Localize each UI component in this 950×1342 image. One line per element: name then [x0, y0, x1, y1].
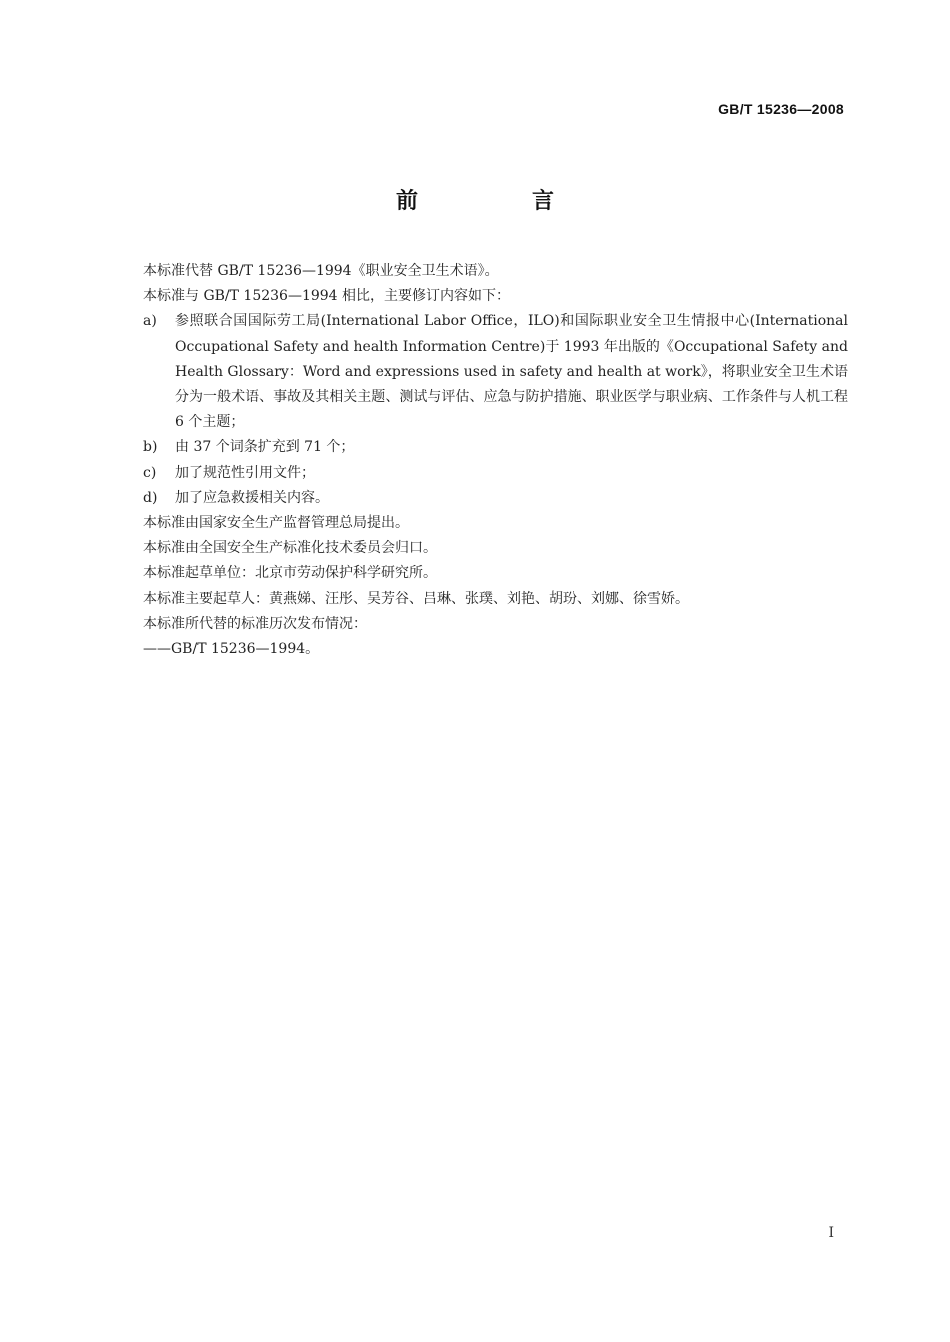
item-text: 加了规范性引用文件； — [175, 464, 315, 481]
item-marker: b) — [143, 439, 158, 456]
preface-content — [143, 259, 848, 662]
managed-by: 本标准由全国安全生产标准化技术委员会归口。 — [143, 540, 437, 557]
replacement-statement: 本标准代替 GB/T 15236—1994《职业安全卫生术语》。 — [143, 263, 499, 279]
item-text: 参照联合国国际劳工局(International Labor Office，ILO)和国际职业安全卫生情报中心(International Occupational Safety and health Information Centre)于 1993 年出版的《Occupational Safety and Health Glossary：Word and expressions used in safety and health at work》，将职业安全卫生术语分为一般术语、事故及其相关主题、测试与评估、应急与防护措施、职业医学与职业病、工作条件与人机工程 6 个主题； — [175, 313, 848, 431]
item-text: 由 37 个词条扩充到 71 个； — [175, 439, 355, 456]
drafters: 本标准主要起草人：黄燕娣、汪彤、吴芳谷、吕琳、张璞、刘艳、胡玢、刘娜、徐雪娇。 — [143, 590, 689, 607]
standard-code: GB/T 15236—2008 — [718, 101, 844, 117]
item-marker: d) — [143, 489, 158, 506]
revision-list — [143, 309, 848, 511]
item-marker: c) — [143, 464, 157, 481]
revision-item-c — [143, 461, 848, 486]
item-marker: a) — [143, 313, 157, 330]
revision-item-d — [143, 486, 848, 511]
item-text: 加了应急救援相关内容。 — [175, 489, 329, 506]
revision-intro: 本标准与 GB/T 15236—1994 相比，主要修订内容如下： — [143, 288, 511, 305]
history-item: ——GB/T 15236—1994。 — [143, 640, 320, 657]
revision-item-b — [143, 435, 848, 460]
page-title: 前 言 — [395, 189, 600, 214]
proposed-by: 本标准由国家安全生产监督管理总局提出。 — [143, 515, 409, 531]
history-intro: 本标准所代替的标准历次发布情况： — [143, 615, 367, 632]
page-number: I — [828, 1225, 834, 1241]
revision-item-a — [143, 309, 848, 435]
drafting-unit: 本标准起草单位：北京市劳动保护科学研究所。 — [143, 565, 437, 582]
